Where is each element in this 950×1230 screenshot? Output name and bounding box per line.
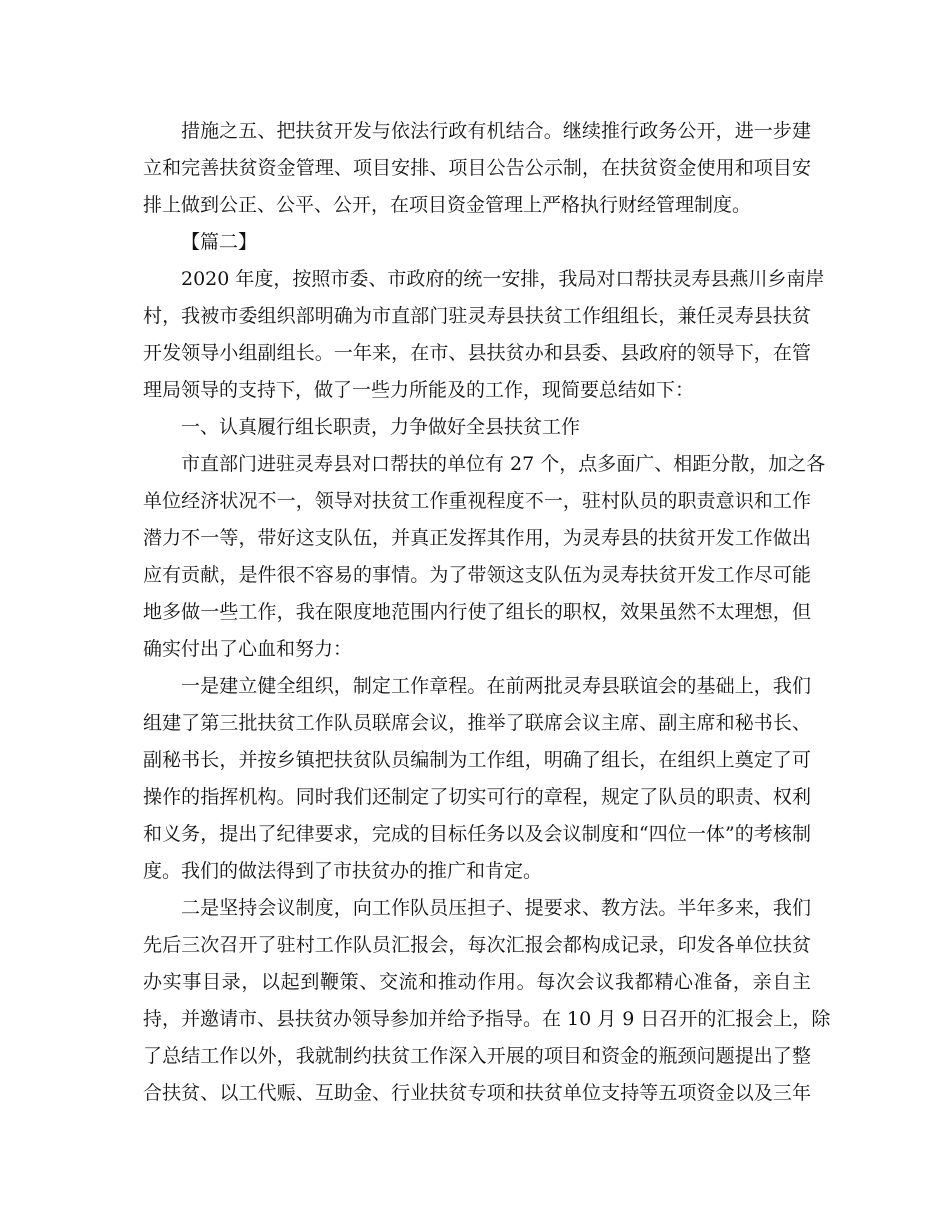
text-line: 排上做到公正、公平、公开，在项目资金管理上严格执行财经管理制度。 <box>143 194 752 216</box>
text-line: 一是建立健全组织，制定工作章程。在前两批灵寿县联谊会的基础上，我们 <box>181 675 811 697</box>
text-line: 确实付出了心血和努力： <box>143 638 353 660</box>
text-line: 办实事目录，以起到鞭策、交流和推动作用。每次会议我都精心准备，亲自主 <box>143 971 811 993</box>
text-line: 应有贡献，是件很不容易的事情。为了带领这支队伍为灵寿扶贫开发工作尽可能 <box>143 564 811 586</box>
subheading: 一、认真履行组长职责，力争做好全县扶贫工作 <box>181 416 581 438</box>
text-line: 组建了第三批扶贫工作队员联席会议，推举了联席会议主席、副主席和秘书长、 <box>143 712 811 734</box>
text-line: 立和完善扶贫资金管理、项目安排、项目公告公示制，在扶贫资金使用和项目安 <box>143 157 811 179</box>
text-line: 地多做一些工作，我在限度地范围内行使了组长的职权，效果虽然不太理想，但 <box>143 601 811 623</box>
text-line: 措施之五、把扶贫开发与依法行政有机结合。继续推行政务公开，进一步建 <box>181 120 811 142</box>
text-line: 二是坚持会议制度，向工作队员压担子、提要求、教方法。半年多来，我们 <box>181 897 811 919</box>
text-line: 潜力不一等，带好这支队伍，并真正发挥其作用，为灵寿县的扶贫开发工作做出 <box>143 527 811 549</box>
text-line: 市直部门进驻灵寿县对口帮扶的单位有 27 个，点多面广、相距分散，加之各 <box>181 453 826 475</box>
text-line: 副秘书长，并按乡镇把扶贫队员编制为工作组，明确了组长，在组织上奠定了可 <box>143 749 811 771</box>
text-line: 村，我被市委组织部明确为市直部门驻灵寿县扶贫工作组组长，兼任灵寿县扶贫 <box>143 305 811 327</box>
text-line: 单位经济状况不一，领导对扶贫工作重视程度不一，驻村队员的职责意识和工作 <box>143 490 811 512</box>
text-line: 2020 年度，按照市委、市政府的统一安排，我局对口帮扶灵寿县燕川乡南岸 <box>181 268 825 290</box>
section-heading: 【篇二】 <box>181 231 258 253</box>
text-line: 合扶贫、以工代赈、互助金、行业扶贫专项和扶贫单位支持等五项资金以及三年 <box>143 1082 811 1104</box>
text-line: 了总结工作以外，我就制约扶贫工作深入开展的项目和资金的瓶颈问题提出了整 <box>143 1045 811 1067</box>
text-line: 和义务，提出了纪律要求，完成的目标任务以及会议制度和“四位一体”的考核制 <box>143 823 811 845</box>
text-line: 操作的指挥机构。同时我们还制定了切实可行的章程，规定了队员的职责、权利 <box>143 786 811 808</box>
text-line: 理局领导的支持下，做了一些力所能及的工作，现简要总结如下： <box>143 379 695 401</box>
text-line: 先后三次召开了驻村工作队员汇报会，每次汇报会都构成记录，印发各单位扶贫 <box>143 934 811 956</box>
text-line: 持，并邀请市、县扶贫办领导参加并给予指导。在 10 月 9 日召开的汇报会上，除 <box>143 1008 831 1030</box>
text-line: 度。我们的做法得到了市扶贫办的推广和肯定。 <box>143 860 543 882</box>
text-line: 开发领导小组副组长。一年来，在市、县扶贫办和县委、县政府的领导下，在管 <box>143 342 811 364</box>
